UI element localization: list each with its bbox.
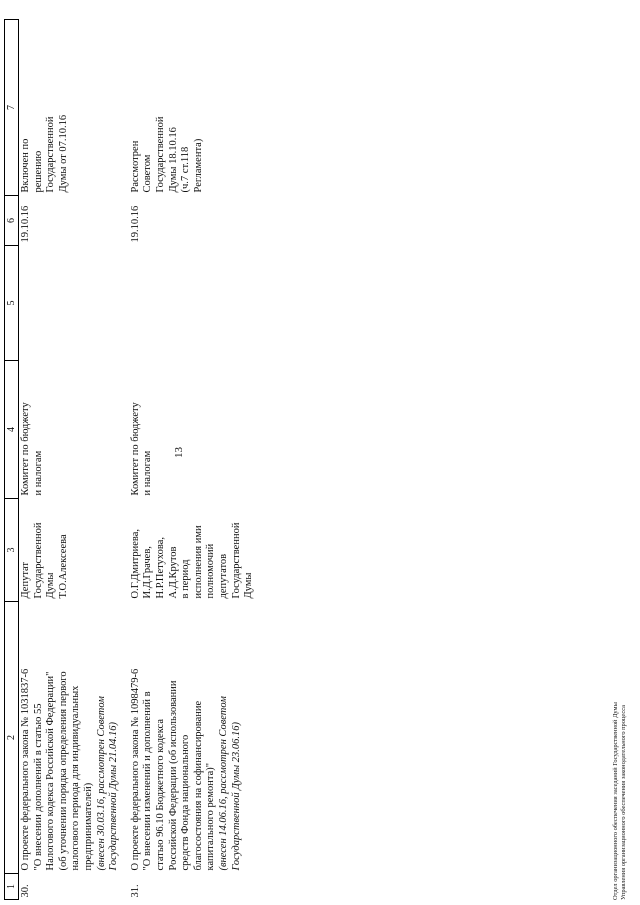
note-line: (внесен 30.03.16, рассмотрен Советом xyxy=(95,696,107,871)
committee-line: Комитет по бюджету xyxy=(20,402,31,496)
date: 19.10.16 xyxy=(20,205,31,243)
status-line: Государственной xyxy=(45,116,57,193)
title-line: статью 96.10 Бюджетного кодекса xyxy=(154,718,166,871)
title-line: "О внесении дополнений в статью 55 xyxy=(32,703,44,871)
footer-line: Отдел организационного обеспечения заседаний Государственной Думы xyxy=(612,702,619,900)
title-line: Налогового кодекса Российской Федерации" xyxy=(45,671,57,871)
author-line: И.Д.Грачев, xyxy=(142,546,154,599)
author-line: депутатов xyxy=(217,553,229,599)
author-line: О.Г.Дмитриева, xyxy=(129,529,141,599)
col5-empty xyxy=(129,246,264,361)
author-line: полномочий xyxy=(205,543,217,599)
title-line: О проекте федерального закона № 1098479-6 xyxy=(129,668,141,871)
title-line: "О внесении изменений и дополнений в xyxy=(142,691,154,871)
committee xyxy=(19,361,129,499)
status-line: Регламента) xyxy=(192,138,204,193)
note-line: Государственной Думы 21.04.16) xyxy=(108,722,120,871)
author-line: в период xyxy=(180,559,192,599)
col-header-1: 1 xyxy=(5,874,19,900)
status-line: Включен по xyxy=(20,138,31,193)
note-line: (внесен 14.06.16, рассмотрен Советом xyxy=(217,696,229,871)
col5-empty xyxy=(19,246,129,361)
col-header-3: 3 xyxy=(5,499,19,602)
date: 19.10.16 xyxy=(129,205,141,243)
author-line: Т.О.Алексеева xyxy=(57,534,69,599)
title-line: Российской Федерации (об использовании xyxy=(167,680,179,871)
status-line: (ч.7 ст.118 xyxy=(180,146,192,193)
committee-line: Комитет по бюджету xyxy=(129,402,141,496)
col-header-5: 5 xyxy=(5,246,19,361)
bills-table xyxy=(4,19,264,900)
status-line: Думы от 07.10.16 xyxy=(57,114,69,193)
row-number: 31. xyxy=(129,884,141,898)
status-line: Рассмотрен xyxy=(129,140,141,193)
authors xyxy=(19,499,129,602)
status xyxy=(129,20,264,196)
col-header-7: 7 xyxy=(5,20,19,196)
row-number: 30. xyxy=(20,884,31,898)
author-line: Н.Р.Петухова, xyxy=(154,536,166,599)
col-header-6: 6 xyxy=(5,196,19,246)
table-row xyxy=(19,20,129,900)
author-line: А.Д.Крутов xyxy=(167,546,179,599)
note-line: Государственной Думы 23.06.16) xyxy=(230,722,242,871)
title-line: капитального ремонта)" xyxy=(205,762,217,871)
table-row xyxy=(129,20,264,900)
status-line: Советом xyxy=(142,154,154,193)
committee xyxy=(129,361,264,499)
title-line: О проекте федерального закона № 1031837-6 xyxy=(20,668,31,871)
author-line: Думы xyxy=(45,572,57,599)
bill-title xyxy=(19,602,129,874)
bill-title xyxy=(129,602,264,874)
page-number: 13 xyxy=(173,447,185,458)
header-row xyxy=(5,20,19,900)
title-line: средств Фонда национального xyxy=(180,734,192,871)
footer-department xyxy=(612,702,628,900)
col-header-4: 4 xyxy=(5,361,19,499)
status-line: Думы 18.10.16 xyxy=(167,127,179,193)
title-line: (об уточнении порядка определения первого xyxy=(57,671,69,871)
status-line: решению xyxy=(32,150,44,193)
title-line: налогового периода для индивидуальных xyxy=(70,685,82,871)
committee-line: и налогам xyxy=(32,450,44,496)
footer-line: Управления организационного обеспечения законодательного процесса xyxy=(620,705,627,900)
authors xyxy=(129,499,264,602)
status-line: Государственной xyxy=(154,116,166,193)
author-line: Государственной xyxy=(230,522,242,599)
author-line: Думы xyxy=(243,572,255,599)
author-line: Депутат xyxy=(20,561,31,599)
col-header-2: 2 xyxy=(5,602,19,874)
author-line: Государственной xyxy=(32,522,44,599)
title-line: благосостояния на софинансирование xyxy=(192,700,204,871)
author-line: исполнения ими xyxy=(192,525,204,599)
status xyxy=(19,20,129,196)
committee-line: и налогам xyxy=(142,450,154,496)
title-line: предпринимателей) xyxy=(82,782,94,871)
